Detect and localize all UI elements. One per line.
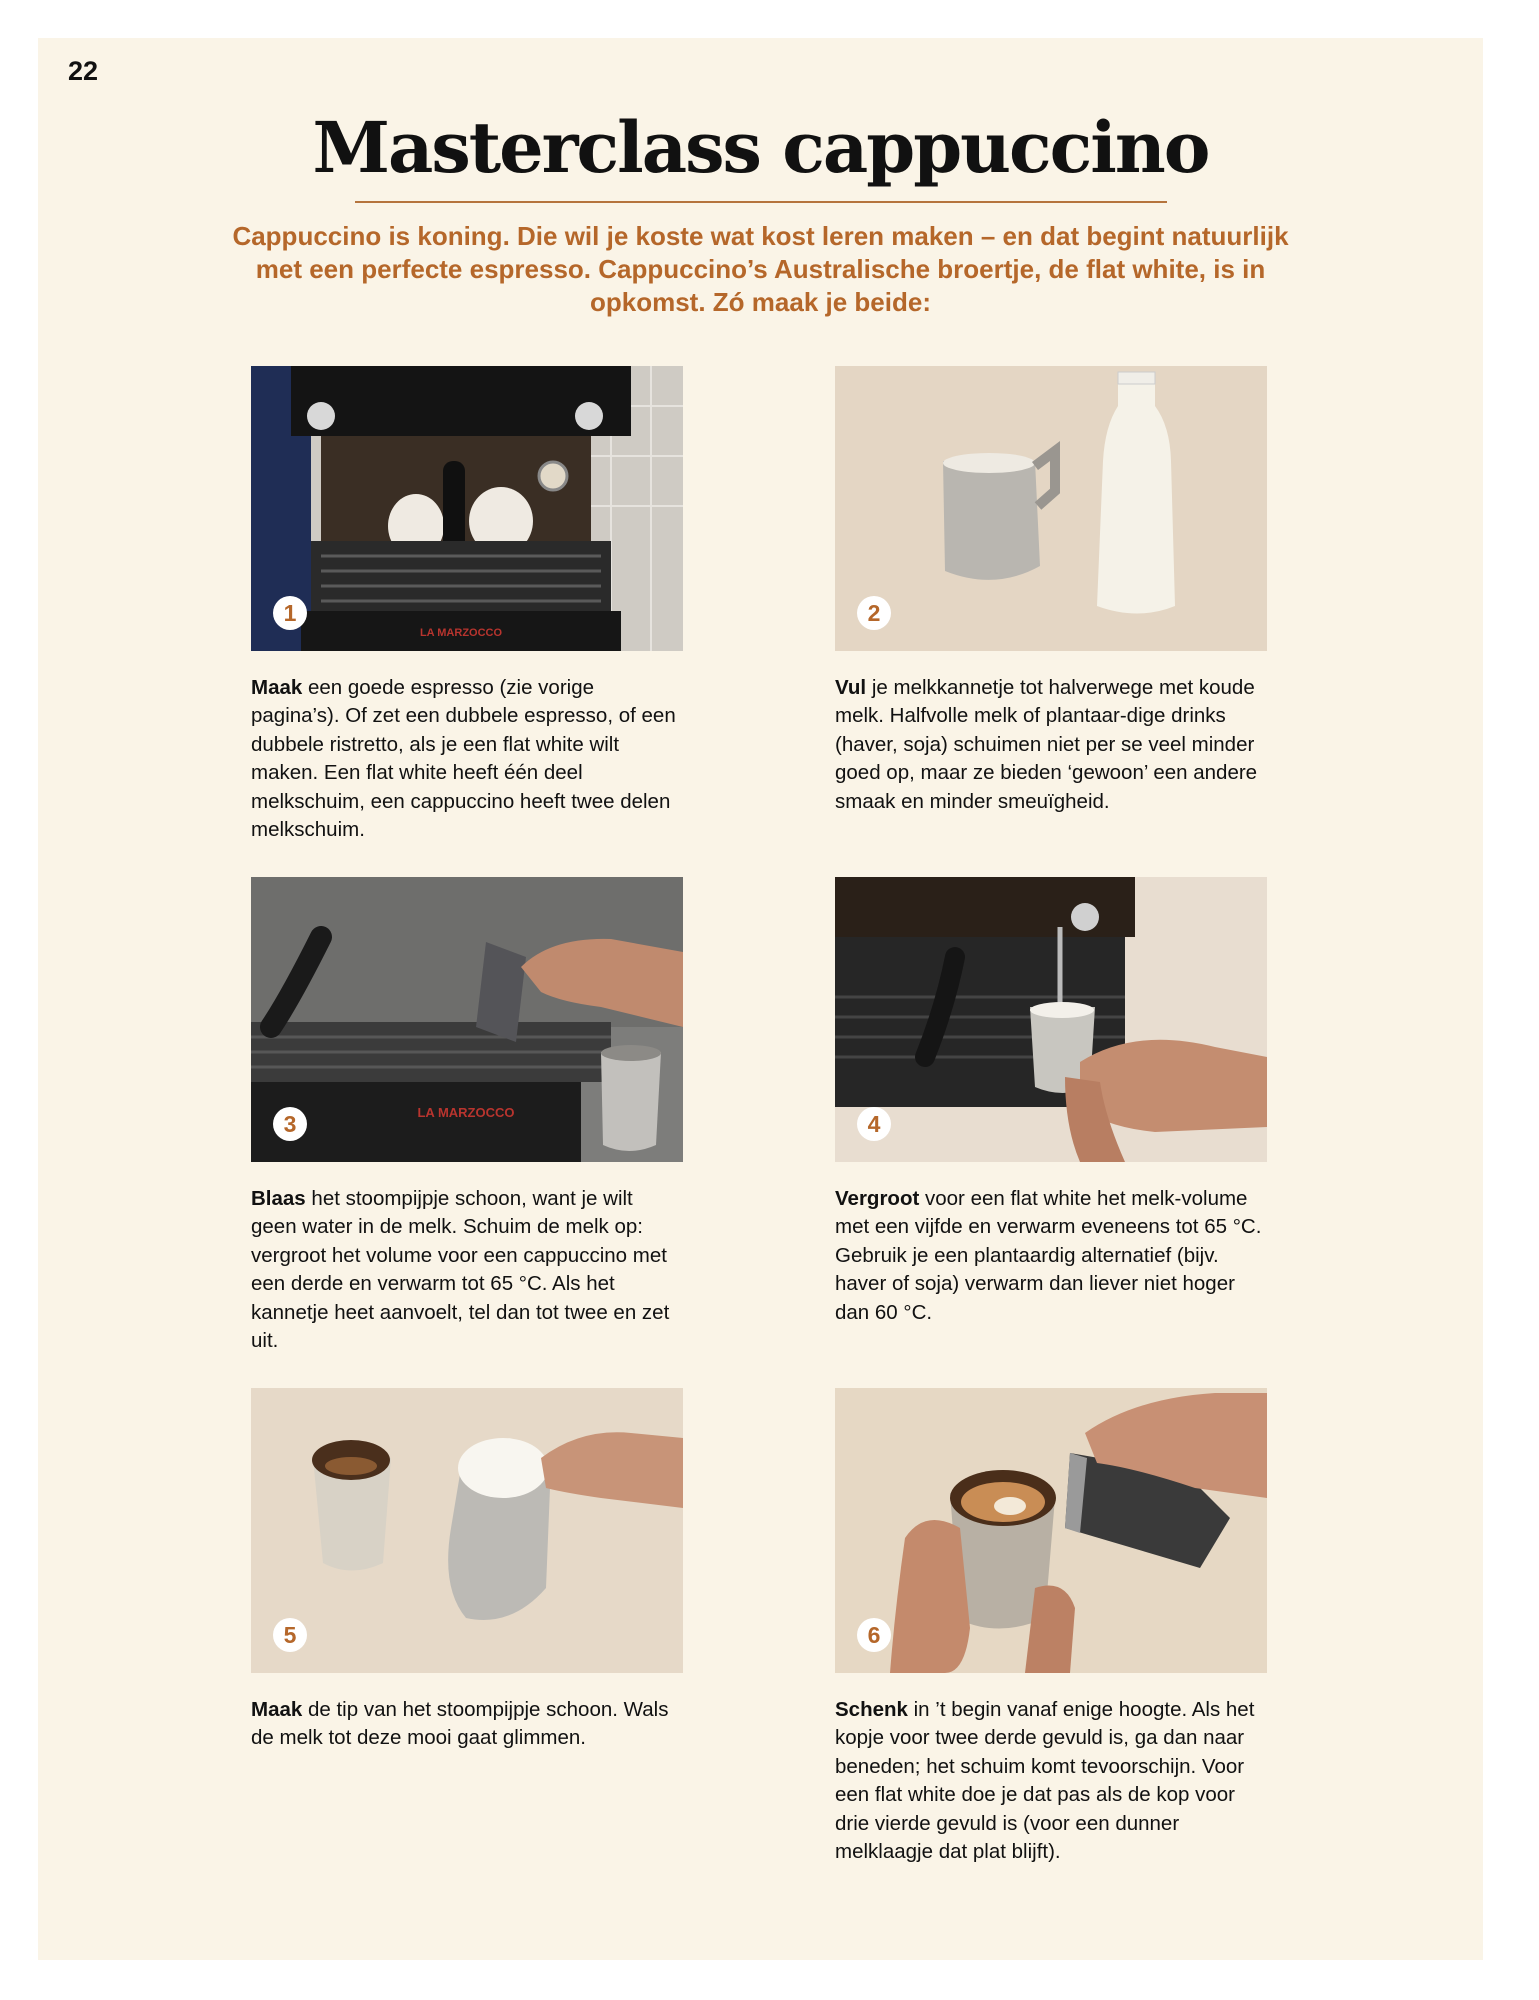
step-5-caption bbox=[251, 1696, 683, 1753]
svg-text:LA MARZOCCO: LA MARZOCCO bbox=[419, 627, 503, 639]
step-6 bbox=[835, 1388, 1267, 1866]
step-4-photo bbox=[835, 877, 1267, 1162]
step-3-caption bbox=[251, 1185, 683, 1355]
step-1-caption bbox=[251, 674, 683, 844]
title-underline bbox=[355, 201, 1167, 203]
step-1-number-badge: 1 bbox=[273, 596, 307, 630]
page-number: 22 bbox=[68, 56, 99, 86]
step-4-caption bbox=[835, 1185, 1267, 1327]
step-1-verb: Maak bbox=[251, 676, 303, 699]
step-5-photo bbox=[251, 1388, 683, 1673]
step-2-text: je melkkannetje tot halverwege met koude melk. Halfvolle melk of plantaar-dige drinks (haver, soja) schuimen niet per se veel minder goed op, maar ze bieden ‘gewoon’ een andere smaak en minder smeuïgheid. bbox=[835, 676, 1258, 813]
step-5 bbox=[251, 1388, 683, 1753]
step-2-photo bbox=[835, 366, 1267, 651]
step-2-number-badge: 2 bbox=[857, 596, 891, 630]
steam-wand-cleaning-image bbox=[251, 877, 683, 1162]
step-5-number-badge: 5 bbox=[273, 1618, 307, 1652]
step-6-number-badge: 6 bbox=[857, 1618, 891, 1652]
step-5-verb: Maak bbox=[251, 1698, 303, 1721]
step-4-text: voor een flat white het melk-volume met een vijfde en verwarm eveneens tot 65 °C. Gebruik je een plantaardig alternatief (bijv. haver of soja) verwarm dan liever niet hoger dan 60 °C. bbox=[835, 1187, 1262, 1324]
page-title: Masterclass cappuccino bbox=[312, 106, 1209, 189]
step-5-text: de tip van het stoompijpje schoon. Wals de melk tot deze mooi gaat glimmen. bbox=[251, 1698, 669, 1750]
step-2-verb: Vul bbox=[835, 676, 867, 699]
milk-jug-and-bottle-image bbox=[835, 366, 1267, 651]
step-1-text: een goede espresso (zie vorige pagina’s). Of zet een dubbele espresso, of een dubbele ristretto, als je een flat white wilt maken. Een flat white heeft één deel melkschuim, een cappuccino heeft twee delen melkschuim. bbox=[251, 676, 676, 842]
step-6-photo bbox=[835, 1388, 1267, 1673]
step-3 bbox=[251, 877, 683, 1355]
step-4 bbox=[835, 877, 1267, 1327]
step-2 bbox=[835, 366, 1267, 816]
step-6-caption bbox=[835, 1696, 1267, 1866]
step-4-number-badge: 4 bbox=[857, 1107, 891, 1141]
step-3-photo bbox=[251, 877, 683, 1162]
step-2-caption bbox=[835, 674, 1267, 816]
step-3-text: het stoompijpje schoon, want je wilt geen water in de melk. Schuim de melk op: vergroot het volume voor een cappuccino met een derde en verwarm tot 65 °C. Als het kannetje heet aanvoelt, tel dan tot twee en zet uit. bbox=[251, 1187, 670, 1353]
magazine-page bbox=[38, 38, 1483, 1960]
pouring-latte-image bbox=[835, 1388, 1267, 1673]
step-4-verb: Vergroot bbox=[835, 1187, 920, 1210]
step-1-photo bbox=[251, 366, 683, 651]
espresso-machine-image bbox=[251, 366, 683, 651]
milk-frothing-image bbox=[835, 877, 1267, 1162]
step-3-verb: Blaas bbox=[251, 1187, 306, 1210]
step-3-number-badge: 3 bbox=[273, 1107, 307, 1141]
swirling-milk-image bbox=[251, 1388, 683, 1673]
svg-text:LA MARZOCCO: LA MARZOCCO bbox=[417, 1105, 515, 1120]
step-6-text: in ’t begin vanaf enige hoogte. Als het kopje voor twee derde gevuld is, ga dan naar beneden; het schuim komt tevoorschijn. Voor een flat white doe je dat pas als de kop voor drie vierde gevuld is (voor een dunner melklaagje dat plat blijft). bbox=[835, 1698, 1255, 1864]
intro-text: Cappuccino is koning. Die wil je koste wat kost leren maken – en dat begint natuurlijk met een perfecte espresso. Cappuccino’s Australische broertje, de flat white, is in opkomst. Zó maak je beide: bbox=[232, 221, 1289, 317]
step-1 bbox=[251, 366, 683, 844]
step-6-verb: Schenk bbox=[835, 1698, 908, 1721]
